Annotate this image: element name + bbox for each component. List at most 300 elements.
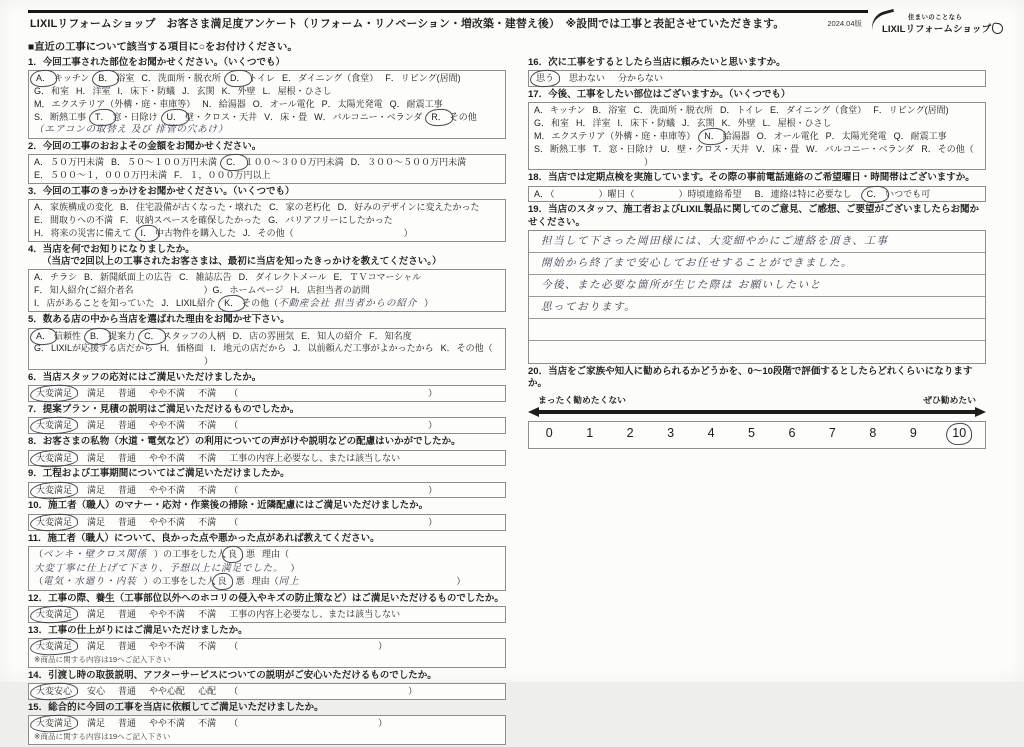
question-15-scale <box>28 715 506 745</box>
option-label: LIXILが応援する店だから <box>51 343 154 354</box>
question-1-title: 1．今回工事された部位をお聞かせください。（いくつでも） <box>28 57 286 68</box>
option-不満: 不満 <box>198 420 217 431</box>
circled-answer: 大変満足 <box>36 452 73 463</box>
option-B <box>755 188 852 201</box>
option-悪: 悪 <box>245 548 255 559</box>
handwritten-text: 電気・水廻り・内装 <box>43 576 137 588</box>
blank-space <box>238 693 408 694</box>
question-6-title: 6．当店スタッフの応対にはご満足いただけましたか。 <box>28 372 262 383</box>
blank-space <box>34 363 204 364</box>
question-4-subtitle: （当店で2回以上の工事されたお客さまは、最初に当店を知ったきっかけを教えてください。） <box>42 255 442 267</box>
option-label: 地元の店だから <box>223 343 287 354</box>
option-key: B． <box>120 202 136 213</box>
option-）: ） <box>403 227 413 238</box>
option-）曜日（: ）曜日（ <box>598 188 635 199</box>
question-19 <box>528 204 986 364</box>
option-満足: 満足 <box>87 388 106 399</box>
option-label: チラシ <box>50 272 78 283</box>
option-L <box>263 85 332 98</box>
option-やや不満: やや不満 <box>149 420 186 431</box>
header-title-bar <box>28 10 868 33</box>
question-10-title: 10．施工者（職人）のマナー・応対・作業後の掃除・近隣配慮にはご満足いただけましたか。 <box>28 500 429 512</box>
handwritten-text: 大変丁寧に仕上げて下さり、予想以上に満足でした。 <box>34 562 284 574</box>
circled-answer: 大変安心 <box>36 686 73 697</box>
question-8-scale <box>28 450 506 467</box>
option-E <box>34 169 167 182</box>
scale-right-label: ぜひ勧めたい <box>923 394 976 405</box>
option-label: 住宅設備が古くなった・壊れた <box>136 202 263 213</box>
option-label: 床・畳 <box>772 143 800 154</box>
option-思わない: 思わない <box>569 73 606 84</box>
option-label: ダイレクトメール <box>255 272 327 283</box>
option-label: 洋室 <box>92 86 111 97</box>
option-key: F． <box>385 73 400 84</box>
option-満足: 満足 <box>87 609 106 620</box>
option-label: 価格面 <box>176 343 204 354</box>
option-key: J． <box>682 118 696 129</box>
option-label: 屋根・ひさし <box>777 118 832 129</box>
option-key: A． <box>534 105 550 116</box>
option-label: ３００～５００万円未満 <box>367 157 467 168</box>
option-label: 洋室 <box>592 118 611 129</box>
option-U <box>661 143 750 156</box>
option-1: 1 <box>586 425 594 440</box>
option-key: E． <box>282 73 298 84</box>
option-）時頃連絡希: ）時頃連絡希望 <box>678 188 742 199</box>
option-B <box>111 156 217 169</box>
option-label: 浴室 <box>116 73 135 84</box>
option-label: キッチン <box>54 73 90 84</box>
option-label: 間取りへの不満 <box>50 215 114 225</box>
option-label: ＴＶコマーシャル <box>349 272 422 283</box>
option-※商品に関す: ※商品に関する内容は19へご記入下さい <box>34 731 171 741</box>
option-label: いつでも可 <box>885 188 931 199</box>
question-12 <box>28 593 506 623</box>
blank-space <box>238 395 428 396</box>
question-20-title: 20．当店をご家族や知人に勧められるかどうかを、0～10段階で評価するとしたらどれくらいになりますか。 <box>528 366 973 390</box>
option-H <box>34 227 132 240</box>
question-11-row-1 <box>34 548 500 575</box>
ruled-line <box>529 341 985 363</box>
question-12-scale <box>28 606 506 623</box>
option-やや不満: やや不満 <box>149 641 186 652</box>
option-A <box>34 72 89 85</box>
option-満足: 満足 <box>87 420 106 431</box>
option-key: V． <box>264 111 280 122</box>
option-R <box>921 143 974 156</box>
option-満足: 満足 <box>87 516 106 527</box>
option-label: その他（ <box>242 297 279 308</box>
option-普通: 普通 <box>118 484 137 495</box>
option-）: ） <box>428 388 438 399</box>
option-やや不満: やや不満 <box>149 452 186 463</box>
option-不満: 不満 <box>198 718 217 729</box>
option-9: 9 <box>909 425 917 440</box>
option-0: 0 <box>545 425 553 440</box>
option-key: H． <box>76 86 92 97</box>
circled-mark: C． <box>866 188 883 199</box>
option-label: 太陽光発電 <box>337 98 383 109</box>
option-A <box>34 330 81 343</box>
question-17 <box>528 89 986 170</box>
option-label: ５０万円未満 <box>50 157 105 168</box>
question-9 <box>28 468 506 498</box>
option-安心: 安心 <box>87 686 106 697</box>
option-key: E． <box>34 215 50 225</box>
option-key: H． <box>576 118 592 129</box>
option-label: トイレ <box>736 105 763 116</box>
option-B <box>592 104 626 117</box>
option-key: P． <box>825 130 841 141</box>
question-17-options <box>528 102 986 170</box>
circled-answer: 大変満足 <box>36 641 73 652</box>
question-18 <box>528 172 986 202</box>
option-key: G． <box>534 118 551 129</box>
blank-space <box>238 648 378 649</box>
option-label: その他（ <box>456 343 493 354</box>
option-やや不満: やや不満 <box>149 516 186 527</box>
circled-answer: 大変満足 <box>36 484 73 495</box>
option-label: その他（ <box>937 143 974 154</box>
option-key: N． <box>202 98 218 109</box>
option-C <box>142 330 226 343</box>
option-J <box>243 227 294 240</box>
option-key: E． <box>770 105 786 116</box>
option-label: その他 <box>449 111 477 122</box>
option-key: I． <box>34 297 46 308</box>
option-label: 店があることを知っていた <box>46 297 155 308</box>
option-E <box>282 72 378 85</box>
option-label: 壁・クロス・天井 <box>185 111 258 122</box>
option-key: S． <box>534 143 550 154</box>
option-key: F． <box>120 215 135 225</box>
option-label: バルコニー・ベランダ <box>332 111 423 122</box>
option-label: バルコニー・ベランダ <box>824 143 915 154</box>
circled-mark: N． <box>704 130 720 141</box>
option-key: I． <box>117 86 130 97</box>
option-）の工事をし: ）の工事をした人 <box>143 576 216 587</box>
blank-space <box>238 725 378 726</box>
option-G <box>34 85 69 98</box>
option-label: その他（ <box>257 227 294 238</box>
handwritten-text: 思っております。 <box>541 301 637 314</box>
circled-answer: 大変満足 <box>36 420 73 431</box>
option-key: D． <box>350 157 367 168</box>
question-11-row-2 <box>34 575 500 589</box>
option-label: 太陽光発電 <box>841 130 887 141</box>
option-C <box>179 271 232 284</box>
option-（: （ <box>229 516 239 527</box>
option-6: 6 <box>788 425 796 440</box>
option-key: G． <box>268 215 285 225</box>
option-A <box>34 156 104 169</box>
version-label: 2024.04版 <box>827 19 862 28</box>
option-key: M． <box>534 130 551 141</box>
option-普通: 普通 <box>118 718 137 729</box>
option-I <box>118 85 176 98</box>
circled-answer: 思う <box>536 73 555 84</box>
option-key: W． <box>806 143 824 154</box>
option-key: G． <box>212 284 229 295</box>
option-label: 雑誌広告 <box>195 272 232 283</box>
circled-mark: A． <box>36 73 52 84</box>
blank-space <box>134 292 204 293</box>
question-6 <box>28 372 506 402</box>
option-label: 耐震工事 <box>406 98 443 109</box>
handwritten-text: 不動産会社 担当者からの紹介 <box>278 297 418 309</box>
circled-mark: D． <box>229 73 246 84</box>
option-D <box>351 156 467 169</box>
form-columns <box>28 57 1006 747</box>
scale-left-label: まったく勧めたくない <box>538 394 626 405</box>
option-label: 外壁 <box>737 118 756 129</box>
option-label: LIXIL紹介 <box>176 297 216 308</box>
option-key: A． <box>34 202 50 213</box>
circled-mark: T． <box>95 111 110 122</box>
option-label: 好みのデザインに変えたかった <box>354 202 480 213</box>
option-key: V． <box>756 143 772 154</box>
circled-answer: 大変満足 <box>36 516 73 527</box>
circled-answer: 良 <box>227 548 237 559</box>
option-C <box>141 72 221 85</box>
option-label: 断熱工事 <box>550 143 587 154</box>
option-工事の内容上: 工事の内容上必要なし、または該当しない <box>229 609 401 620</box>
option-E <box>333 271 421 284</box>
option-label: 耐震工事 <box>910 130 947 141</box>
option-label: 提案力 <box>108 330 136 341</box>
form-instruction: ■直近の工事について該当する項目に○をお付けください。 <box>28 42 298 53</box>
option-label: トイレ <box>248 73 275 84</box>
document-header <box>28 10 1006 35</box>
option-key: J． <box>182 86 196 97</box>
option-label: 洗面所・脱衣所 <box>649 105 713 116</box>
option-D <box>233 330 295 343</box>
option-V <box>756 143 799 156</box>
option-label: 床下・防蟻 <box>630 118 676 129</box>
option-label: 知名度 <box>384 330 412 341</box>
option-F <box>120 214 261 227</box>
option-J <box>182 85 215 98</box>
question-14 <box>28 670 506 700</box>
option-5: 5 <box>748 425 755 440</box>
option-悪: 悪 <box>235 576 245 587</box>
option-label: 将来の災害に備えて <box>50 227 132 238</box>
option-やや不満: やや不満 <box>149 388 186 399</box>
option-S <box>34 111 86 124</box>
option-心配: 心配 <box>198 686 217 697</box>
option-label: 窓・日除け <box>608 143 654 154</box>
option-key: C． <box>269 202 285 213</box>
question-6-scale <box>28 385 506 402</box>
option-Q <box>894 130 947 143</box>
option-E <box>301 330 362 343</box>
option-key: J． <box>293 343 307 354</box>
option-F <box>873 104 948 117</box>
option-label: リビング(居間) <box>888 105 949 116</box>
option-K <box>441 342 493 355</box>
option-P <box>322 98 383 111</box>
option-普通: 普通 <box>118 609 137 620</box>
option-key: O． <box>252 98 269 109</box>
ruled-line <box>529 319 985 341</box>
option-R <box>429 111 477 124</box>
option-label: 給湯器 <box>218 98 246 109</box>
option-Q <box>390 98 443 111</box>
handwritten-text: （エアコンの取替え 及び 排管の穴あけ） <box>34 124 229 136</box>
option-不満: 不満 <box>198 484 217 495</box>
option-不満: 不満 <box>198 516 217 527</box>
option-label: 和室 <box>551 118 570 129</box>
logo-tagline: 住まいのことなら <box>908 14 963 21</box>
rating-scale-0-10 <box>528 421 986 449</box>
option-B <box>88 330 135 343</box>
ruled-line <box>529 231 985 253</box>
handwritten-text: 担当して下さった岡田様には、大変細やかにご連絡を頂き、工事 <box>541 235 889 248</box>
option-分からない: 分からない <box>618 73 664 84</box>
option-H <box>76 85 111 98</box>
option-label: ５００～１，０００万円未満 <box>50 170 168 181</box>
option-不満: 不満 <box>198 641 217 652</box>
option-W <box>806 143 914 156</box>
question-13 <box>28 625 506 668</box>
circled-mark: K． <box>224 297 240 308</box>
circled-answer: 大変満足 <box>36 718 73 729</box>
option-D <box>338 201 480 214</box>
option-T <box>93 111 158 124</box>
option-）: ） <box>203 284 213 295</box>
blank-space <box>306 583 456 584</box>
option-key: B． <box>111 157 127 168</box>
option-O <box>253 98 315 111</box>
option-（: （ <box>34 576 44 587</box>
option-普通: 普通 <box>118 641 137 652</box>
option-（: （ <box>229 420 239 431</box>
option-※商品に関す: ※商品に関する内容は19へご記入下さい <box>34 654 171 664</box>
option-label: 窓・日除け <box>112 111 158 122</box>
option-key: D． <box>232 330 249 341</box>
option-J <box>682 117 715 130</box>
question-16 <box>528 57 986 87</box>
option-I <box>211 342 287 355</box>
right-column <box>528 57 986 747</box>
option-label: 中古物件を購入した <box>155 227 237 238</box>
option-E <box>34 214 113 227</box>
option-8: 8 <box>869 425 877 440</box>
option-key: K． <box>440 343 456 354</box>
option-key: I． <box>617 118 630 129</box>
option-key: L． <box>762 118 777 129</box>
ruled-line <box>529 297 985 319</box>
option-）: ） <box>428 516 438 527</box>
question-8 <box>28 436 506 466</box>
question-18-title: 18．当店では定期点検を実施しています。その際の事前電話連絡のご希望曜日・時間帯はございますか。 <box>528 172 975 184</box>
question-10-scale <box>28 514 506 531</box>
option-W <box>314 111 422 124</box>
blank-space <box>238 427 428 428</box>
option-label: １，０００万円以上 <box>189 170 271 181</box>
option-label: １００～３００万円未満 <box>244 157 344 168</box>
option-label: キッチン <box>550 105 586 116</box>
logo-text: LIXILリフォームショップ <box>882 21 1006 35</box>
option-label: エクステリア（外構・庭・車庫等） <box>551 130 696 141</box>
option-key: S． <box>34 111 50 122</box>
option-key: I． <box>210 343 223 354</box>
option-label: 連絡は特に必要なし <box>770 188 852 199</box>
option-N <box>202 98 246 111</box>
option-label: 店担当者の訪問 <box>306 284 370 295</box>
question-18-options <box>528 186 986 203</box>
option-key: A． <box>34 157 50 168</box>
blank-space <box>534 164 644 165</box>
option-D <box>720 104 763 117</box>
option-key: L． <box>262 86 277 97</box>
option-label: 知人の紹介 <box>317 330 363 341</box>
option-label: 玄関 <box>196 86 215 97</box>
option-label: 家の老朽化 <box>285 202 331 213</box>
option-label: 信頼性 <box>54 330 82 341</box>
option-label: 収納スペースを確保したかった <box>135 215 262 225</box>
handwritten-text: 今後、また必要な箇所が生じた際は お願いしたいと <box>541 279 822 292</box>
option-H <box>290 284 370 297</box>
option-label: エクステリア（外構・庭・車庫等） <box>51 98 196 109</box>
option-key: D． <box>238 272 255 283</box>
circled-answer: 大変満足 <box>36 388 73 399</box>
circled-mark: U． <box>166 111 183 122</box>
scale-arrow <box>528 407 986 418</box>
option-key: D． <box>337 202 354 213</box>
option-）: ） <box>378 718 388 729</box>
option-G <box>534 117 569 130</box>
circled-answer: 10 <box>950 425 968 443</box>
option-label: 屋根・ひさし <box>277 86 332 97</box>
option-key: A． <box>534 188 550 199</box>
option-label: ダイニング（食堂） <box>298 73 379 84</box>
option-label: 以前頼んだ工事がよかったから <box>307 343 434 354</box>
option-H <box>160 342 204 355</box>
question-7-title: 7．提案プラン・見積の説明はご満足いただけるものでしたか。 <box>28 404 300 416</box>
option-A <box>34 201 113 214</box>
option-I <box>139 227 237 240</box>
question-13-title: 13．工事の仕上がりにはご満足いただけましたか。 <box>28 624 248 636</box>
option-2: 2 <box>626 425 634 440</box>
option-I <box>34 297 155 310</box>
question-3 <box>28 186 506 242</box>
question-13-scale <box>28 638 506 668</box>
option-不満: 不満 <box>198 452 217 463</box>
option-A <box>34 271 77 284</box>
option-key: F． <box>34 284 49 295</box>
question-5-title: 5．数ある店の中から当店を選ばれた理由をお聞かせ下さい。 <box>28 314 290 326</box>
comment-box <box>528 230 986 364</box>
option-I <box>618 117 676 130</box>
option-満足: 満足 <box>87 452 106 463</box>
option-V <box>264 111 307 124</box>
option-やや不満: やや不満 <box>149 484 186 495</box>
question-4-title: 4．当店を何でお知りになりましたか。 <box>28 243 195 255</box>
question-9-scale <box>28 482 506 499</box>
question-20 <box>528 366 986 448</box>
option-label: 家族構成の変化 <box>50 202 114 213</box>
option-J <box>162 297 216 310</box>
lixil-logo <box>868 10 1006 35</box>
option-key: K． <box>221 86 237 97</box>
question-17-title: 17．今後、工事をしたい部位はございますか。（いくつでも） <box>528 89 791 101</box>
question-2-title: 2．今回の工事のおおよその金額をお聞かせください。 <box>28 141 262 153</box>
option-key: B． <box>754 188 770 199</box>
option-label: ダイニング（食堂） <box>786 105 867 116</box>
option-label: 外壁 <box>237 86 256 97</box>
option-（: （ <box>229 484 239 495</box>
